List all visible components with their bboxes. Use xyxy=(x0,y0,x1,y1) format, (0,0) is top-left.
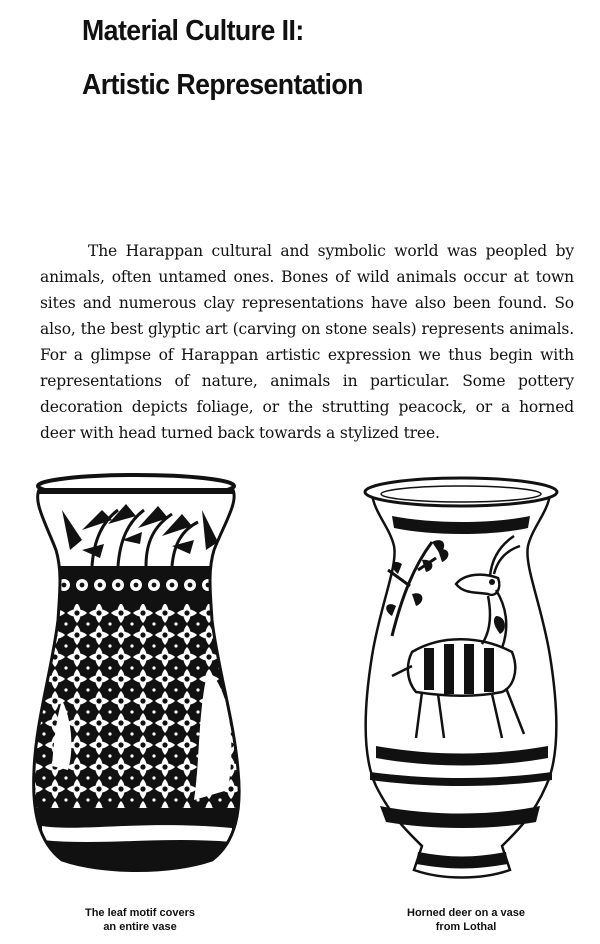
body-paragraph: The Harappan cultural and symbolic world was peopled by animals, often untamed ones. Bones of wild animals occur at town sites and numerous clay representations have also been found. So also, the best glyptic art (carving on stone seals) represents animals. For a glimpse of Harappan artistic expression we thus begin with representations of nature, animals in particular. Some pottery decoration depicts foliage, or the strutting peacock, or a horned deer with head turned back towards a stylized tree. xyxy=(40,242,574,442)
heading-line-2: Artistic Representation xyxy=(82,69,363,101)
left-caption-line-1: The leaf motif covers xyxy=(84,907,196,919)
chapter-heading xyxy=(82,4,363,112)
left-figure-caption xyxy=(40,906,240,934)
leaf-motif-vase-illustration xyxy=(22,470,254,890)
right-caption-line-2: from Lothal xyxy=(435,921,497,933)
left-caption-line-2: an entire vase xyxy=(103,921,177,933)
right-caption-line-1: Horned deer on a vase xyxy=(407,907,525,919)
heading-line-1: Material Culture II: xyxy=(82,15,304,47)
horned-deer-vase-illustration xyxy=(352,466,568,898)
right-figure-caption xyxy=(366,906,566,934)
